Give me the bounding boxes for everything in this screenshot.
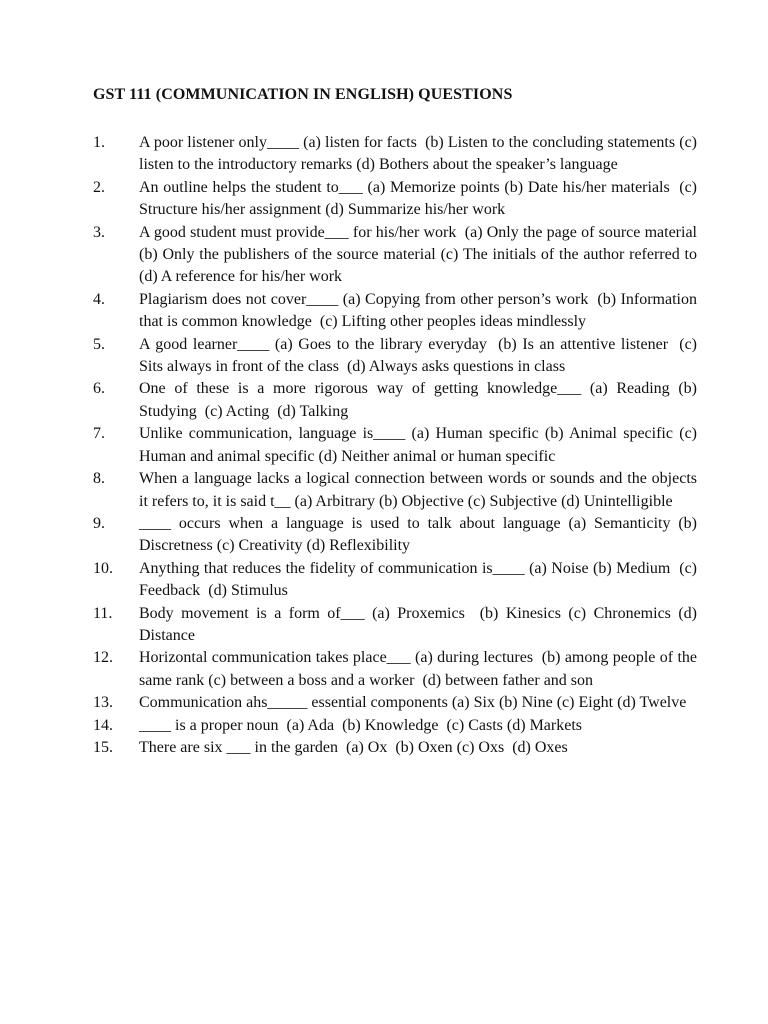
question-number: 3. xyxy=(93,223,105,241)
question-text: When a language lacks a logical connection between words or sounds and the objects it refers to, it is said t__ (a) Arbitrary (b) Objective (c) Subjective (d) Unintelligible xyxy=(139,470,701,510)
question-item xyxy=(93,513,701,558)
question-item xyxy=(93,289,701,334)
question-number: 13. xyxy=(93,694,113,712)
question-item xyxy=(93,558,701,603)
question-text: Body movement is a form of___ (a) Proxemics (b) Kinesics (c) Chronemics (d) Distance xyxy=(139,604,701,644)
document-title: GST 111 (COMMUNICATION IN ENGLISH) QUESTIONS xyxy=(93,86,513,103)
question-item xyxy=(93,222,705,289)
question-number: 11. xyxy=(93,604,113,622)
question-text: One of these is a more rigorous way of getting knowledge___ (a) Reading (b) Studying (c) Acting (d) Talking xyxy=(139,380,701,420)
question-number: 9. xyxy=(93,514,105,532)
question-item xyxy=(93,692,697,714)
question-number: 6. xyxy=(93,380,105,398)
question-item xyxy=(93,334,705,379)
question-number: 12. xyxy=(93,649,113,667)
question-number: 7. xyxy=(93,425,105,443)
question-text: Anything that reduces the fidelity of communication is____ (a) Noise (b) Medium (c) Feedback (d) Stimulus xyxy=(139,559,701,600)
question-text: An outline helps the student to___ (a) Memorize points (b) Date his/her materials (c) Structure his/her assignment (d) Summarize his/her work xyxy=(139,178,701,219)
question-text: There are six ___ in the garden (a) Ox (b) Oxen (c) Oxs (d) Oxes xyxy=(139,738,568,756)
question-number: 4. xyxy=(93,290,105,308)
question-item xyxy=(93,423,701,468)
question-number: 2. xyxy=(93,178,105,196)
question-item xyxy=(93,468,701,513)
question-text: A good student must provide___ for his/her work (a) Only the page of source material (b) Only the publishers of the source material (c) The initials of the author referred to (d) A reference for his/her work xyxy=(139,223,705,286)
question-text: Unlike communication, language is____ (a) Human specific (b) Animal specific (c) Human and animal specific (d) Neither animal or human specific xyxy=(139,425,701,465)
question-text: ____ occurs when a language is used to talk about language (a) Semanticity (b) Discretness (c) Creativity (d) Reflexibility xyxy=(139,514,701,555)
question-item xyxy=(93,647,701,692)
question-list xyxy=(93,132,705,759)
question-number: 10. xyxy=(93,559,113,577)
question-text: ____ is a proper noun (a) Ada (b) Knowledge (c) Casts (d) Markets xyxy=(139,716,582,734)
question-number: 14. xyxy=(93,716,113,734)
question-text: A poor listener only____ (a) listen for facts (b) Listen to the concluding statements (c) listen to the introductory remarks (d) Bothers about the speaker’s language xyxy=(139,134,701,174)
question-text: Plagiarism does not cover____ (a) Copying from other person’s work (b) Information that is common knowledge (c) Lifting other peoples ideas mindlessly xyxy=(139,290,701,331)
question-number: 15. xyxy=(93,738,113,756)
question-number: 5. xyxy=(93,335,105,353)
question-item xyxy=(93,715,697,737)
question-item xyxy=(93,603,701,648)
question-item xyxy=(93,132,701,177)
question-number: 1. xyxy=(93,134,105,151)
question-text: Horizontal communication takes place___ (a) during lectures (b) among people of the same rank (c) between a boss and a worker (d) between father and son xyxy=(139,649,701,689)
question-text: A good learner____ (a) Goes to the library everyday (b) Is an attentive listener (c) Sits always in front of the class (d) Always asks questions in class xyxy=(139,335,705,376)
question-item xyxy=(93,177,701,222)
question-item xyxy=(93,378,701,423)
question-item xyxy=(93,737,697,759)
question-text: Communication ahs_____ essential components (a) Six (b) Nine (c) Eight (d) Twelve xyxy=(139,694,687,712)
question-number: 8. xyxy=(93,470,105,488)
